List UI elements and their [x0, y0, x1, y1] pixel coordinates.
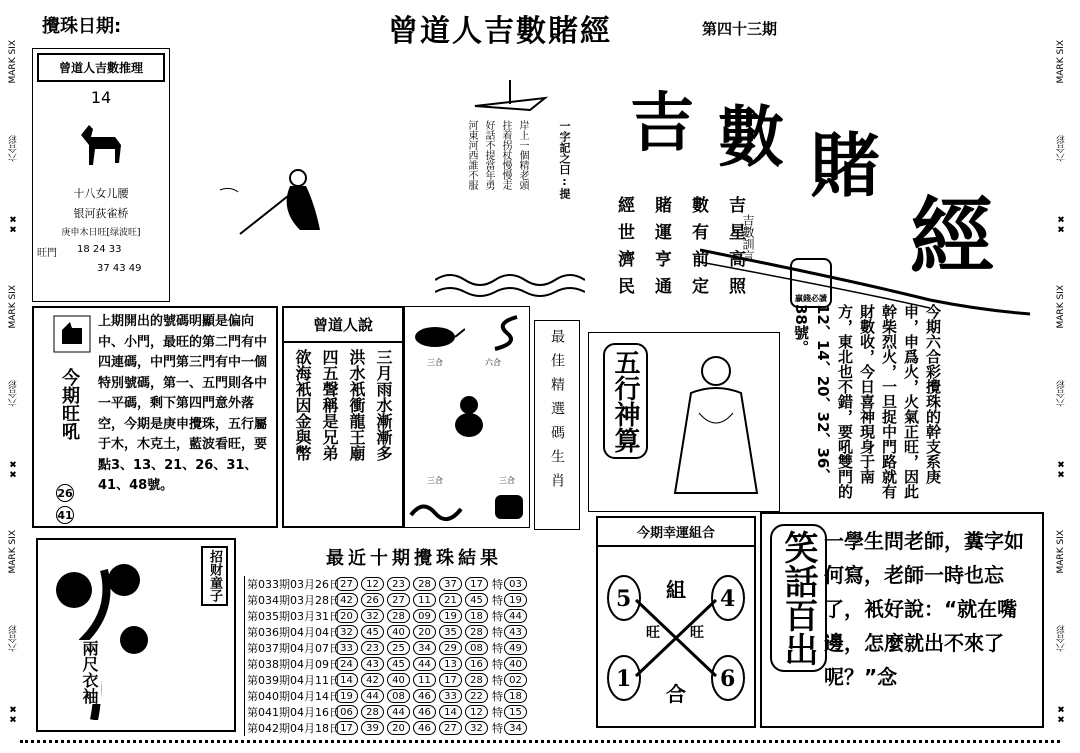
poem-line-1: 岸上一個精老頭 — [517, 120, 528, 190]
results-date: 第040期04月14日 — [247, 690, 340, 703]
hot-number-2: 41 — [56, 506, 74, 524]
combo-num-bl: 1 — [616, 666, 632, 692]
results-special-number: 03 — [504, 577, 527, 591]
results-special-number: 49 — [504, 641, 527, 655]
results-title: 最近十期攪珠結果 — [326, 548, 502, 569]
results-number: 17 — [335, 721, 358, 735]
results-row — [247, 592, 584, 608]
big-title-jing: 經 — [910, 187, 995, 286]
results-number: 19 — [335, 689, 358, 703]
results-number: 12 — [465, 705, 488, 719]
results-number: 45 — [387, 657, 410, 671]
big-title-du: 賭 — [810, 124, 880, 207]
results-row — [247, 720, 584, 736]
results-number: 18 — [465, 609, 488, 623]
results-number: 06 — [335, 705, 358, 719]
results-number: 23 — [361, 641, 384, 655]
results-number: 11 — [413, 673, 436, 687]
lucky-boy-box — [36, 538, 236, 732]
results-number: 40 — [387, 625, 410, 639]
results-number: 24 — [335, 657, 358, 671]
results-row — [247, 672, 584, 688]
big-title-ji: 吉 — [630, 86, 694, 161]
analysis-box — [32, 306, 278, 528]
results-number: 39 — [361, 721, 384, 735]
combo-he: 合 — [666, 682, 686, 706]
results-date: 第034期03月28日 — [247, 594, 340, 607]
results-number: 27 — [387, 593, 410, 607]
results-number: 33 — [439, 689, 462, 703]
verse-col-3: 賭運亨通 — [651, 196, 671, 304]
saying-col-3: 四五聲稱是兄弟 — [320, 349, 339, 461]
results-number: 08 — [387, 689, 410, 703]
results-number: 12 — [361, 577, 384, 591]
verse-title: 吉數訓言 — [741, 214, 755, 262]
analysis-text: 上期開出的號碼明顯是偏向中、小門，最旺的第二門有中四連碼，中門第三門有中一個特別號碼，第一、五門則各中一平碼，剩下第四門意外落空，今期是庚申攪珠，五行屬于木，木克土，藍波看旺，要點3、13、21、26、31、41、48號。 — [98, 314, 268, 493]
results-number: 28 — [413, 577, 436, 591]
number-panel-heading: 曾道人吉數推理 — [37, 53, 165, 82]
results-number: 28 — [387, 609, 410, 623]
left-side-strip: MARK SIX 六合彩 ✖✖ MARK SIX 六合彩 ✖✖ MARK SIX 六合彩 ✖✖ — [8, 40, 19, 723]
results-row — [247, 640, 584, 656]
lucky-boy-label: 招财童子 — [201, 546, 228, 606]
results-number: 42 — [335, 593, 358, 607]
number-panel — [32, 48, 170, 302]
results-number: 16 — [465, 657, 488, 671]
zodiac-sanhe-3: 三合 — [499, 476, 515, 485]
hot-number-1: 26 — [56, 484, 74, 502]
results-date: 第033期03月26日 — [247, 578, 340, 591]
results-number: 40 — [387, 673, 410, 687]
today-hot-label: 今期旺吼 — [59, 368, 80, 440]
results-special-number: 02 — [504, 673, 527, 687]
poem-block — [430, 70, 590, 300]
combo-zu: 組 — [666, 578, 686, 602]
results-number: 23 — [387, 577, 410, 591]
selection-strip: 最佳精選碼生肖 — [534, 320, 580, 530]
results-special-number: 19 — [504, 593, 527, 607]
results-special-number: 44 — [504, 609, 527, 623]
results-number: 14 — [439, 705, 462, 719]
joke-box — [760, 512, 1044, 728]
deity-illustration — [661, 343, 771, 503]
results-number: 46 — [413, 689, 436, 703]
results-number: 27 — [439, 721, 462, 735]
results-number: 46 — [413, 705, 436, 719]
horse-icon — [71, 115, 131, 175]
right-analysis-text: 今期六合彩攪珠的幹支系庚申，申爲火，火氣正旺，因此幹柴烈火，一旦捉中門路就有財數收，今日喜神現身于南方，東北也不錯，要吼雙門的12、14、20、32、36、38號。 — [792, 304, 942, 499]
results-special-label: 特 — [492, 674, 503, 687]
wuxing-box — [588, 332, 780, 512]
old-man-illustration — [210, 160, 340, 240]
combo-wang-left: 旺 — [646, 625, 660, 641]
results-date: 第042期04月18日 — [247, 722, 340, 735]
saying-col-2: 洪水衹衝龍王廟 — [347, 349, 366, 461]
featured-number: 14 — [90, 88, 112, 107]
results-special-number: 40 — [504, 657, 527, 671]
dragon-icon — [409, 495, 465, 525]
snake-icon — [489, 313, 525, 353]
draw-date-label: 攪珠日期: — [42, 16, 122, 37]
results-number: 09 — [413, 609, 436, 623]
results-number: 13 — [439, 657, 462, 671]
tiger-icon — [491, 487, 527, 523]
verse-col-2: 數有前定 — [688, 196, 708, 304]
rat-icon — [409, 319, 465, 349]
lucky-boy-text: 兩尺衣袖 — [80, 640, 99, 704]
results-number: 20 — [387, 721, 410, 735]
results-date: 第035期03月31日 — [247, 610, 340, 623]
results-number: 28 — [465, 673, 488, 687]
results-date: 第036期04月04日 — [247, 626, 340, 639]
results-table — [244, 544, 584, 736]
results-special-number: 43 — [504, 625, 527, 639]
wang-label: 旺門 — [37, 248, 57, 259]
results-number: 11 — [413, 593, 436, 607]
results-number: 44 — [387, 705, 410, 719]
right-side-strip: MARK SIX 六合彩 ✖✖ MARK SIX 六合彩 ✖✖ MARK SIX 六合彩 ✖✖ — [1056, 40, 1067, 723]
results-number: 37 — [439, 577, 462, 591]
results-number: 25 — [387, 641, 410, 655]
results-number: 17 — [439, 673, 462, 687]
page-title: 曾道人吉數賭經 — [388, 14, 612, 49]
results-number: 44 — [361, 689, 384, 703]
results-number: 17 — [465, 577, 488, 591]
results-special-number: 15 — [504, 705, 527, 719]
results-number: 45 — [465, 593, 488, 607]
zodiac-sanhe-2: 三合 — [427, 476, 443, 485]
results-row — [247, 576, 584, 592]
results-number: 22 — [465, 689, 488, 703]
poem-line-2: 拄着拐杖慢慢走 — [500, 120, 511, 190]
results-number: 32 — [361, 609, 384, 623]
results-special-label: 特 — [492, 642, 503, 655]
results-special-label: 特 — [492, 610, 503, 623]
results-special-label: 特 — [492, 706, 503, 719]
river-waves — [435, 250, 585, 300]
verse-columns — [612, 196, 748, 304]
combo-wang-right: 旺 — [690, 625, 704, 641]
big-title-shu: 數 — [718, 98, 784, 176]
monkey-icon — [445, 391, 493, 439]
wang-numbers-2: 37 43 49 — [97, 263, 142, 274]
results-number: 27 — [335, 577, 358, 591]
results-row — [247, 656, 584, 672]
results-number: 32 — [335, 625, 358, 639]
verse-col-1: 吉星高照 — [725, 196, 745, 304]
results-row — [247, 624, 584, 640]
results-date: 第038期04月09日 — [247, 658, 340, 671]
verse-col-4: 經世濟民 — [614, 196, 634, 304]
riddle-line-3: 庚申木日旺[绿波旺] — [61, 228, 141, 238]
results-special-label: 特 — [492, 658, 503, 671]
results-row — [247, 688, 584, 704]
results-row — [247, 704, 584, 720]
results-number: 20 — [413, 625, 436, 639]
results-number: 42 — [361, 673, 384, 687]
thumbs-icon — [52, 314, 92, 354]
wang-numbers-1: 18 24 33 — [77, 244, 122, 255]
results-special-label: 特 — [492, 690, 503, 703]
combo-num-br: 6 — [720, 666, 736, 692]
results-number: 26 — [361, 593, 384, 607]
combo-num-tr: 4 — [720, 586, 736, 612]
poem-line-3: 好話不提當年勇 — [483, 120, 494, 190]
results-number: 46 — [413, 721, 436, 735]
results-number: 28 — [465, 625, 488, 639]
results-date: 第039期04月11日 — [247, 674, 340, 687]
poem-line-4: 河東河西誰不服 — [466, 120, 477, 190]
zodiac-sanhe-1: 三合 — [427, 358, 443, 367]
results-special-label: 特 — [492, 626, 503, 639]
joke-label: 笑話百出 — [770, 524, 827, 672]
results-number: 45 — [361, 625, 384, 639]
results-number: 20 — [335, 609, 358, 623]
results-special-number: 34 — [504, 721, 527, 735]
tree-illustration — [44, 550, 164, 720]
combo-header: 今期幸運組合 — [598, 518, 754, 547]
results-number: 28 — [361, 705, 384, 719]
wuxing-label: 五行神算 — [603, 343, 648, 459]
results-number: 21 — [439, 593, 462, 607]
results-date: 第037期04月07日 — [247, 642, 340, 655]
results-special-label: 特 — [492, 578, 503, 591]
results-special-label: 特 — [492, 594, 503, 607]
results-number: 43 — [361, 657, 384, 671]
results-number: 44 — [413, 657, 436, 671]
results-number: 08 — [465, 641, 488, 655]
saying-box — [282, 306, 404, 528]
saying-heading: 曾道人說 — [284, 308, 402, 343]
zodiac-liuhe: 六合 — [485, 358, 501, 367]
results-number: 14 — [335, 673, 358, 687]
combo-box — [596, 516, 756, 728]
results-date: 第041期04月16日 — [247, 706, 340, 719]
saying-col-1: 三月雨水漸漸多 — [374, 349, 393, 461]
results-number: 35 — [439, 625, 462, 639]
results-special-label: 特 — [492, 722, 503, 735]
combo-num-tl: 5 — [616, 586, 632, 612]
must-read-badge: 贏錢必讀 — [790, 258, 832, 308]
boat-icon — [470, 76, 550, 116]
joke-text: 一學生問老師，糞字如何寫，老師一時也忘了，衹好說：“就在嘴邊，怎麼就出不來了呢？”念 — [824, 529, 1024, 689]
bottom-border — [20, 740, 1060, 743]
saying-col-4: 欲海衹因金與幣 — [293, 349, 312, 461]
riddle-line-2: 银河荻雀桥 — [73, 207, 129, 220]
results-number: 29 — [439, 641, 462, 655]
results-special-number: 18 — [504, 689, 527, 703]
results-row — [247, 608, 584, 624]
riddle-line-1: 十八女儿腰 — [73, 187, 129, 200]
results-number: 32 — [465, 721, 488, 735]
results-number: 19 — [439, 609, 462, 623]
results-number: 33 — [335, 641, 358, 655]
poem-heading: 一字記之曰:提 — [558, 120, 571, 199]
issue-number: 第四十三期 — [702, 20, 778, 38]
results-number: 34 — [413, 641, 436, 655]
zodiac-box — [404, 306, 530, 528]
